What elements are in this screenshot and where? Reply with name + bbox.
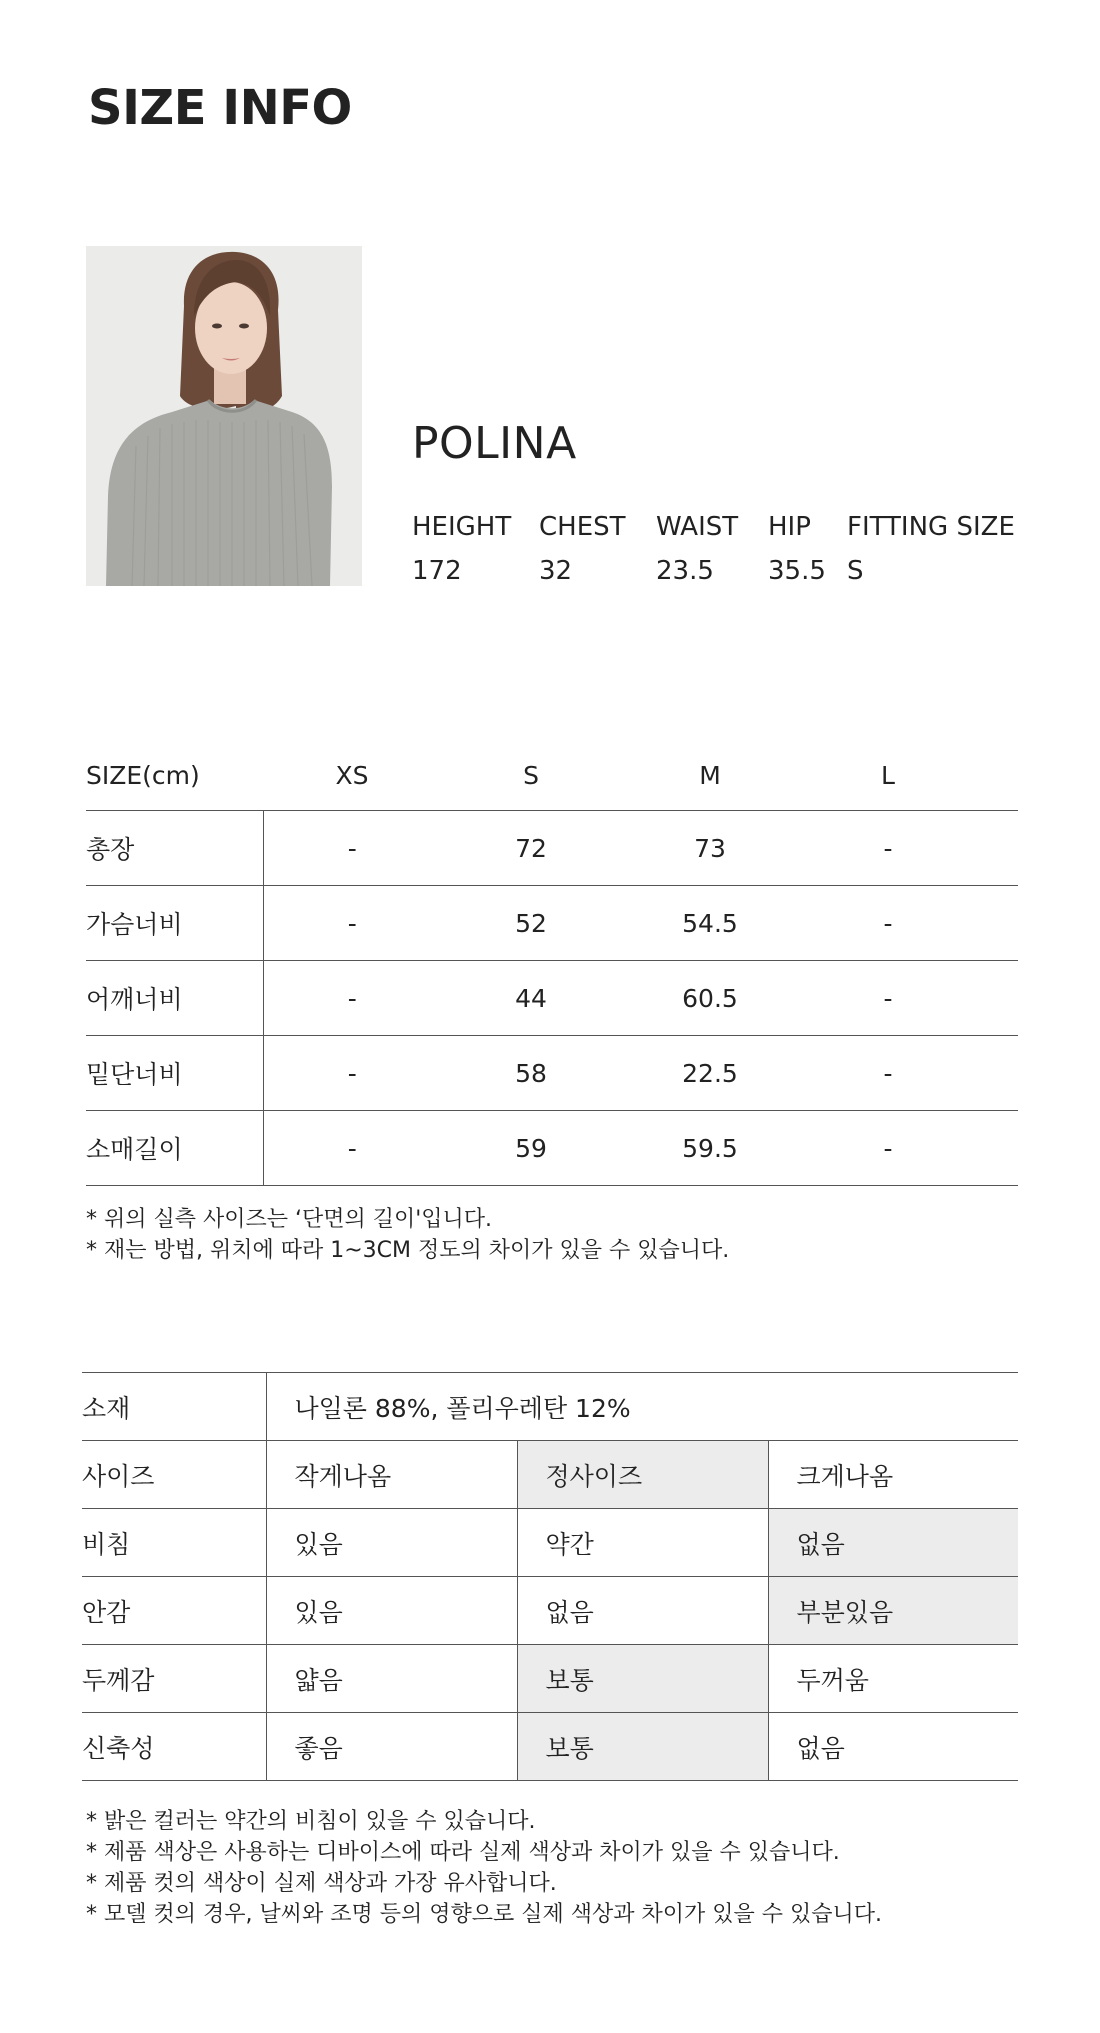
size-header-m: M: [699, 760, 721, 790]
cell: -: [799, 961, 977, 1036]
size-header-label: SIZE(cm): [86, 760, 200, 790]
stat-fitting-size: [847, 505, 1015, 593]
size-header-xs: XS: [335, 760, 369, 790]
option-cell: 얇음: [266, 1645, 517, 1713]
cell: 59: [441, 1111, 621, 1186]
cell: -: [799, 1036, 977, 1111]
option-cell: 두꺼움: [768, 1645, 1018, 1713]
stat-chest: [539, 505, 626, 593]
cell: 52: [441, 886, 621, 961]
stat-label: HEIGHT: [412, 512, 512, 542]
cell: 22.5: [621, 1036, 799, 1111]
option-cell: 없음: [517, 1577, 768, 1645]
stat-label: HIP: [768, 512, 811, 542]
stat-value: 172: [412, 556, 462, 586]
cell: 44: [441, 961, 621, 1036]
size-header-spacer: [977, 740, 1018, 811]
model-name: POLINA: [412, 418, 577, 469]
stat-label: CHEST: [539, 512, 626, 542]
fabric-row-material: [82, 1373, 1018, 1441]
size-notes: [86, 1204, 729, 1266]
stat-label: WAIST: [656, 512, 739, 542]
stat-value: 32: [539, 556, 573, 586]
size-row-shoulder: [86, 961, 1018, 1036]
cell-spacer: [977, 886, 1018, 961]
cell: -: [263, 961, 441, 1036]
stat-value: 35.5: [768, 556, 826, 586]
size-table-header: [86, 740, 1018, 811]
row-label: 어깨너비: [86, 961, 263, 1036]
row-label: 총장: [86, 811, 263, 886]
row-label: 두께감: [82, 1645, 266, 1713]
option-cell: 정사이즈: [517, 1441, 768, 1509]
row-label: 소매길이: [86, 1111, 263, 1186]
row-label: 안감: [82, 1577, 266, 1645]
cell-spacer: [977, 1111, 1018, 1186]
option-cell: 없음: [768, 1509, 1018, 1577]
size-header-s: S: [523, 760, 539, 790]
model-photo: [86, 246, 362, 586]
cell: -: [799, 811, 977, 886]
option-cell: 크게나옴: [768, 1441, 1018, 1509]
cell: -: [263, 1036, 441, 1111]
size-row-chest: [86, 886, 1018, 961]
stat-waist: [656, 505, 738, 593]
fabric-row-sheerness: [82, 1509, 1018, 1577]
fabric-row-size: [82, 1441, 1018, 1509]
row-label: 가슴너비: [86, 886, 263, 961]
cell: 60.5: [621, 961, 799, 1036]
page-title: SIZE INFO: [88, 80, 352, 136]
size-header-l: L: [881, 760, 895, 790]
size-table: [86, 740, 1018, 1186]
option-cell: 작게나옴: [266, 1441, 517, 1509]
fabric-row-stretch: [82, 1713, 1018, 1781]
cell: 73: [621, 811, 799, 886]
option-cell: 보통: [517, 1713, 768, 1781]
option-cell: 있음: [266, 1577, 517, 1645]
fabric-row-thickness: [82, 1645, 1018, 1713]
stat-height: [412, 505, 511, 593]
stat-value: S: [847, 556, 864, 586]
row-label: 신축성: [82, 1713, 266, 1781]
option-cell: 없음: [768, 1713, 1018, 1781]
note: * 밝은 컬러는 약간의 비침이 있을 수 있습니다.: [86, 1809, 536, 1834]
stat-label: FITTING SIZE: [847, 512, 1015, 542]
note: * 위의 실측 사이즈는 ‘단면의 길이'입니다.: [86, 1207, 493, 1232]
size-row-length: [86, 811, 1018, 886]
cell: 59.5: [621, 1111, 799, 1186]
stat-value: 23.5: [656, 556, 714, 586]
material-value: 나일론 88%, 폴리우레탄 12%: [266, 1373, 1018, 1441]
cell-spacer: [977, 811, 1018, 886]
cell: -: [263, 1111, 441, 1186]
note: * 제품 컷의 색상이 실제 색상과 가장 유사합니다.: [86, 1871, 557, 1896]
row-label: 비침: [82, 1509, 266, 1577]
row-label: 사이즈: [82, 1441, 266, 1509]
note: * 모델 컷의 경우, 날씨와 조명 등의 영향으로 실제 색상과 차이가 있을 수 있습니다.: [86, 1902, 882, 1927]
cell: 72: [441, 811, 621, 886]
cell: 58: [441, 1036, 621, 1111]
option-cell: 보통: [517, 1645, 768, 1713]
fabric-row-lining: [82, 1577, 1018, 1645]
row-label: 소재: [82, 1373, 266, 1441]
fabric-notes: [86, 1806, 882, 1930]
cell: -: [263, 886, 441, 961]
note: * 제품 색상은 사용하는 디바이스에 따라 실제 색상과 차이가 있을 수 있습니다.: [86, 1840, 840, 1865]
row-label: 밑단너비: [86, 1036, 263, 1111]
cell: -: [799, 1111, 977, 1186]
cell: -: [799, 886, 977, 961]
cell: 54.5: [621, 886, 799, 961]
size-row-hem: [86, 1036, 1018, 1111]
size-row-sleeve: [86, 1111, 1018, 1186]
cell-spacer: [977, 1036, 1018, 1111]
cell: -: [263, 811, 441, 886]
option-cell: 부분있음: [768, 1577, 1018, 1645]
cell-spacer: [977, 961, 1018, 1036]
option-cell: 약간: [517, 1509, 768, 1577]
note: * 재는 방법, 위치에 따라 1~3CM 정도의 차이가 있을 수 있습니다.: [86, 1238, 730, 1263]
option-cell: 좋음: [266, 1713, 517, 1781]
option-cell: 있음: [266, 1509, 517, 1577]
fabric-table: [82, 1372, 1018, 1781]
stat-hip: [768, 505, 826, 593]
